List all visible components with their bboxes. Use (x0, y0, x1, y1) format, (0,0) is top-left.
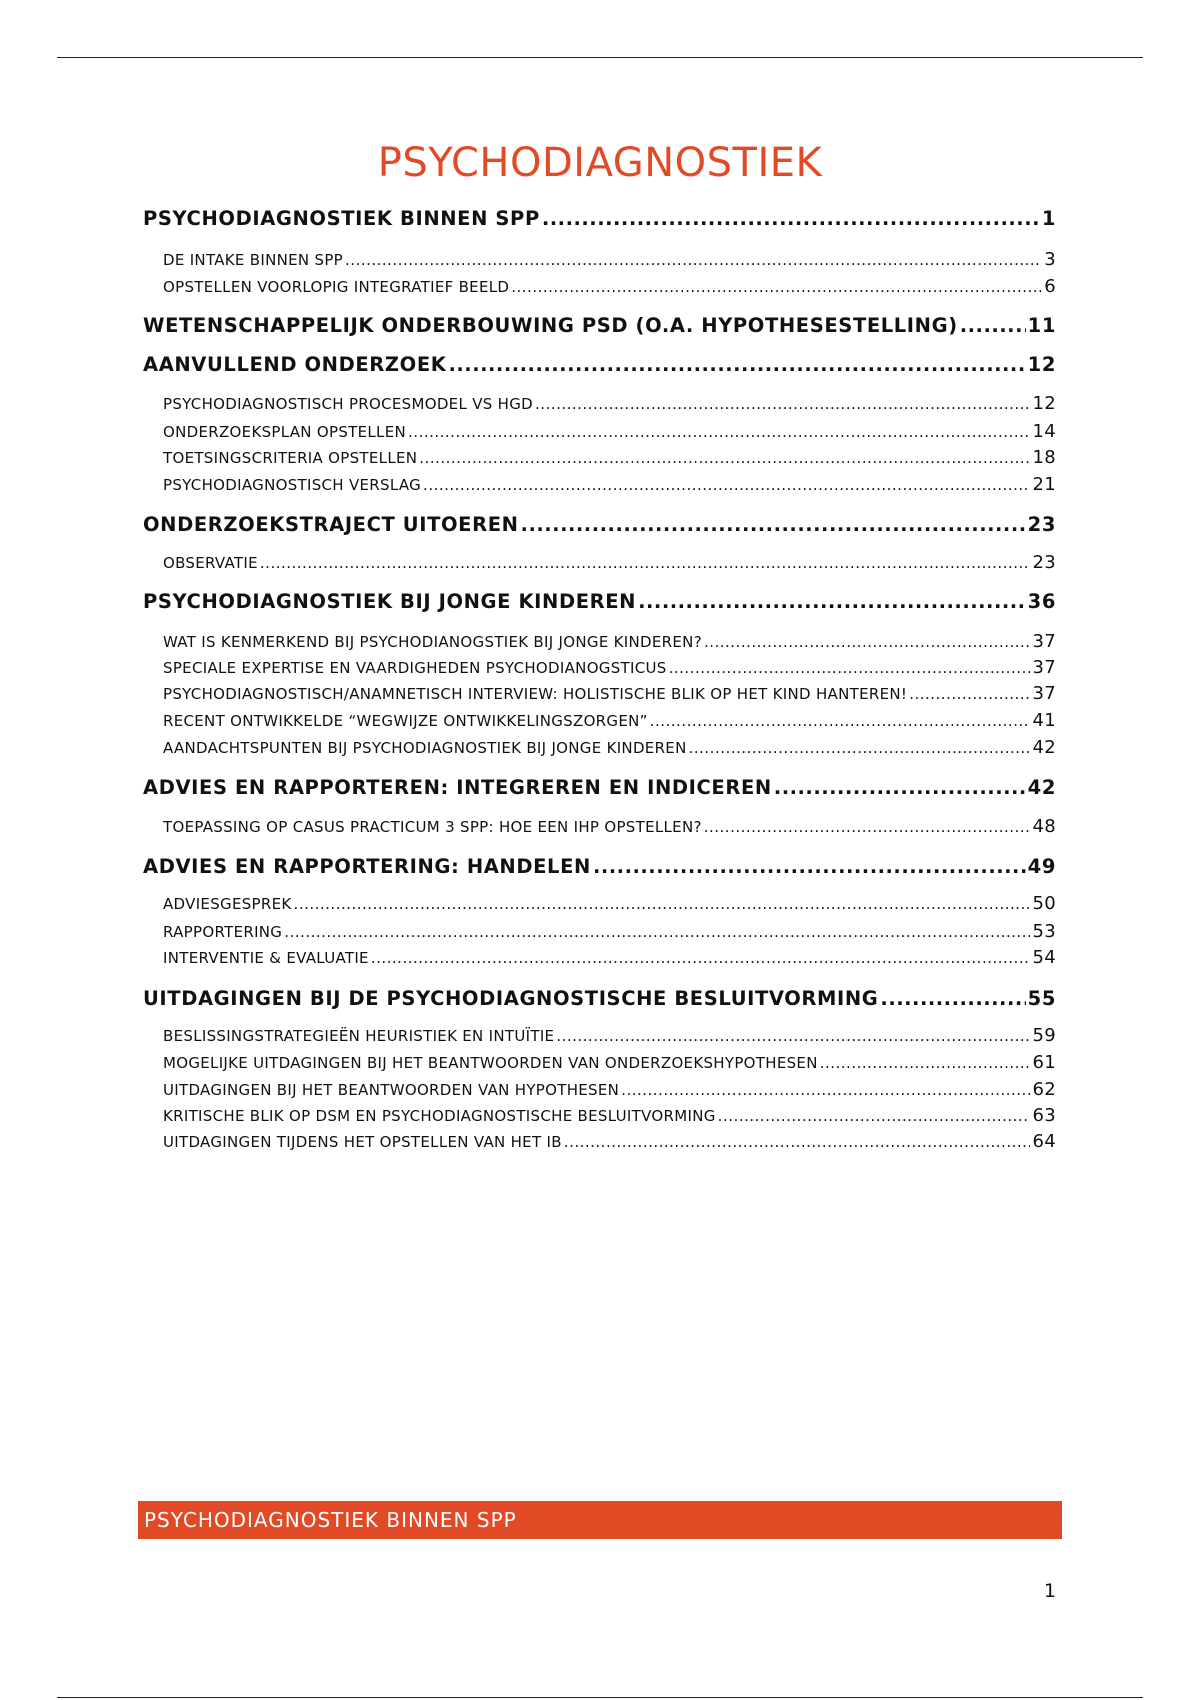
toc-subentry[interactable] (163, 474, 1056, 495)
toc-entry-title: ADVIES EN RAPPORTERING: HANDELEN (143, 855, 591, 878)
toc-entry-title: PSYCHODIAGNOSTIEK BIJ JONGE KINDEREN (143, 590, 637, 613)
toc-dot-leader (704, 818, 1031, 836)
toc-entry-page: 53 (1032, 921, 1056, 942)
toc-subentry[interactable] (163, 893, 1056, 914)
toc-dot-leader (564, 1133, 1031, 1151)
toc-dot-leader (294, 895, 1031, 913)
toc-entry-page: 14 (1032, 421, 1056, 442)
toc-entry-title: RECENT ONTWIKKELDE “WEGWIJZE ONTWIKKELINGSZORGEN” (163, 712, 648, 730)
toc-dot-leader (638, 590, 1026, 613)
toc-subentry[interactable] (163, 276, 1056, 297)
toc-dot-leader (774, 776, 1026, 799)
toc-subentry[interactable] (163, 552, 1056, 573)
toc-heading-entry[interactable] (143, 855, 1056, 878)
toc-entry-title: MOGELIJKE UITDAGINGEN BIJ HET BEANTWOORDEN VAN ONDERZOEKSHYPOTHESEN (163, 1054, 818, 1072)
toc-dot-leader (704, 633, 1031, 651)
toc-dot-leader (593, 855, 1026, 878)
toc-entry-page: 36 (1027, 590, 1056, 613)
toc-subentry[interactable] (163, 816, 1056, 837)
toc-dot-leader (650, 712, 1031, 730)
toc-entry-page: 49 (1027, 855, 1056, 878)
toc-entry-title: ONDERZOEKSPLAN OPSTELLEN (163, 423, 407, 441)
toc-entry-title: PSYCHODIAGNOSTISCH PROCESMODEL VS HGD (163, 395, 533, 413)
toc-entry-title: SPECIALE EXPERTISE EN VAARDIGHEDEN PSYCHODIANOGSTICUS (163, 659, 667, 677)
toc-entry-title: ONDERZOEKSTRAJECT UITOEREN (143, 513, 519, 536)
toc-subentry[interactable] (163, 1131, 1056, 1152)
toc-dot-leader (260, 554, 1031, 572)
toc-entry-title: WAT IS KENMERKEND BIJ PSYCHODIANOGSTIEK BIJ JONGE KINDEREN? (163, 633, 702, 651)
toc-heading-entry[interactable] (143, 513, 1056, 536)
toc-dot-leader (909, 685, 1030, 703)
toc-entry-title: OPSTELLEN VOORLOPIG INTEGRATIEF BEELD (163, 278, 510, 296)
toc-entry-page: 63 (1032, 1105, 1056, 1126)
toc-entry-page: 23 (1027, 513, 1056, 536)
toc-dot-leader (880, 987, 1025, 1010)
toc-dot-leader (419, 449, 1030, 467)
toc-entry-title: PSYCHODIAGNOSTISCH VERSLAG (163, 476, 422, 494)
toc-subentry[interactable] (163, 1105, 1056, 1126)
toc-dot-leader (345, 251, 1042, 269)
toc-entry-page: 55 (1027, 987, 1056, 1010)
toc-dot-leader (284, 923, 1030, 941)
toc-entry-title: PSYCHODIAGNOSTISCH/ANAMNETISCH INTERVIEW: HOLISTISCHE BLIK OP HET KIND HANTEREN! (163, 685, 908, 703)
toc-entry-page: 64 (1032, 1131, 1056, 1152)
toc-heading-entry[interactable] (143, 590, 1056, 613)
toc-entry-page: 3 (1044, 249, 1056, 270)
toc-entry-title: INTERVENTIE & EVALUATIE (163, 949, 369, 967)
toc-entry-page: 1 (1041, 207, 1056, 230)
toc-entry-page: 59 (1032, 1025, 1056, 1046)
toc-dot-leader (669, 659, 1031, 677)
toc-subentry[interactable] (163, 710, 1056, 731)
toc-subentry[interactable] (163, 631, 1056, 652)
toc-entry-title: OBSERVATIE (163, 554, 258, 572)
toc-entry-page: 6 (1044, 276, 1056, 297)
toc-dot-leader (718, 1107, 1031, 1125)
toc-entry-title: TOETSINGSCRITERIA OPSTELLEN (163, 449, 418, 467)
toc-entry-title: UITDAGINGEN TIJDENS HET OPSTELLEN VAN HET IB (163, 1133, 562, 1151)
toc-heading-entry[interactable] (143, 207, 1056, 230)
toc-entry-page: 48 (1032, 816, 1056, 837)
toc-entry-page: 18 (1032, 447, 1056, 468)
toc-entry-page: 37 (1032, 683, 1056, 704)
page-number: 1 (1043, 1580, 1056, 1602)
document-title: PSYCHODIAGNOSTIEK (377, 140, 823, 186)
toc-entry-title: UITDAGINGEN BIJ HET BEANTWOORDEN VAN HYPOTHESEN (163, 1081, 620, 1099)
toc-entry-title: RAPPORTERING (163, 923, 283, 941)
toc-dot-leader (621, 1081, 1030, 1099)
toc-subentry[interactable] (163, 1079, 1056, 1100)
toc-subentry[interactable] (163, 921, 1056, 942)
toc-entry-title: PSYCHODIAGNOSTIEK BINNEN SPP (143, 207, 540, 230)
toc-subentry[interactable] (163, 657, 1056, 678)
toc-entry-page: 42 (1027, 776, 1056, 799)
section-heading-banner (138, 1501, 1062, 1539)
toc-entry-page: 37 (1032, 631, 1056, 652)
toc-dot-leader (960, 314, 1026, 337)
toc-entry-page: 62 (1032, 1079, 1056, 1100)
toc-subentry[interactable] (163, 249, 1056, 270)
toc-dot-leader (689, 739, 1031, 757)
toc-entry-page: 41 (1032, 710, 1056, 731)
toc-subentry[interactable] (163, 683, 1056, 704)
toc-entry-page: 21 (1032, 474, 1056, 495)
toc-entry-page: 42 (1032, 737, 1056, 758)
toc-entry-title: AANVULLEND ONDERZOEK (143, 353, 447, 376)
toc-dot-leader (820, 1054, 1031, 1072)
toc-subentry[interactable] (163, 421, 1056, 442)
toc-entry-page: 50 (1032, 893, 1056, 914)
toc-entry-title: AANDACHTSPUNTEN BIJ PSYCHODIAGNOSTIEK BIJ JONGE KINDEREN (163, 739, 687, 757)
toc-subentry[interactable] (163, 447, 1056, 468)
toc-entry-title: KRITISCHE BLIK OP DSM EN PSYCHODIAGNOSTISCHE BESLUITVORMING (163, 1107, 716, 1125)
toc-dot-leader (511, 278, 1042, 296)
toc-dot-leader (371, 949, 1031, 967)
toc-heading-entry[interactable] (143, 987, 1056, 1010)
toc-dot-leader (556, 1027, 1030, 1045)
toc-entry-title: ADVIES EN RAPPORTEREN: INTEGREREN EN INDICEREN (143, 776, 772, 799)
toc-entry-page: 12 (1032, 393, 1056, 414)
toc-entry-page: 37 (1032, 657, 1056, 678)
toc-dot-leader (535, 395, 1030, 413)
toc-entry-title: TOEPASSING OP CASUS PRACTICUM 3 SPP: HOE EEN IHP OPSTELLEN? (163, 818, 702, 836)
toc-subentry[interactable] (163, 1025, 1056, 1046)
toc-entry-title: WETENSCHAPPELIJK ONDERBOUWING PSD (O.A. HYPOTHESESTELLING) (143, 314, 958, 337)
toc-dot-leader (423, 476, 1030, 494)
toc-entry-page: 61 (1032, 1052, 1056, 1073)
toc-entry-title: UITDAGINGEN BIJ DE PSYCHODIAGNOSTISCHE BESLUITVORMING (143, 987, 879, 1010)
toc-entry-page: 54 (1032, 947, 1056, 968)
section-heading-text: PSYCHODIAGNOSTIEK BINNEN SPP (144, 1508, 517, 1532)
toc-subentry[interactable] (163, 737, 1056, 758)
toc-heading-entry[interactable] (143, 353, 1056, 376)
toc-dot-leader (448, 353, 1025, 376)
toc-heading-entry[interactable] (143, 776, 1056, 799)
toc-entry-page: 12 (1027, 353, 1056, 376)
toc-subentry[interactable] (163, 1052, 1056, 1073)
toc-entry-page: 11 (1027, 314, 1056, 337)
toc-entry-title: BESLISSINGSTRATEGIEËN HEURISTIEK EN INTUÏTIE (163, 1027, 555, 1045)
footer-rule (57, 1697, 1143, 1698)
toc-subentry[interactable] (163, 393, 1056, 414)
toc-subentry[interactable] (163, 947, 1056, 968)
toc-heading-entry[interactable] (143, 314, 1056, 337)
toc-entry-title: DE INTAKE BINNEN SPP (163, 251, 344, 269)
toc-dot-leader (521, 513, 1026, 536)
toc-entry-page: 23 (1032, 552, 1056, 573)
toc-dot-leader (408, 423, 1030, 441)
toc-dot-leader (542, 207, 1040, 230)
toc-entry-title: ADVIESGESPREK (163, 895, 292, 913)
